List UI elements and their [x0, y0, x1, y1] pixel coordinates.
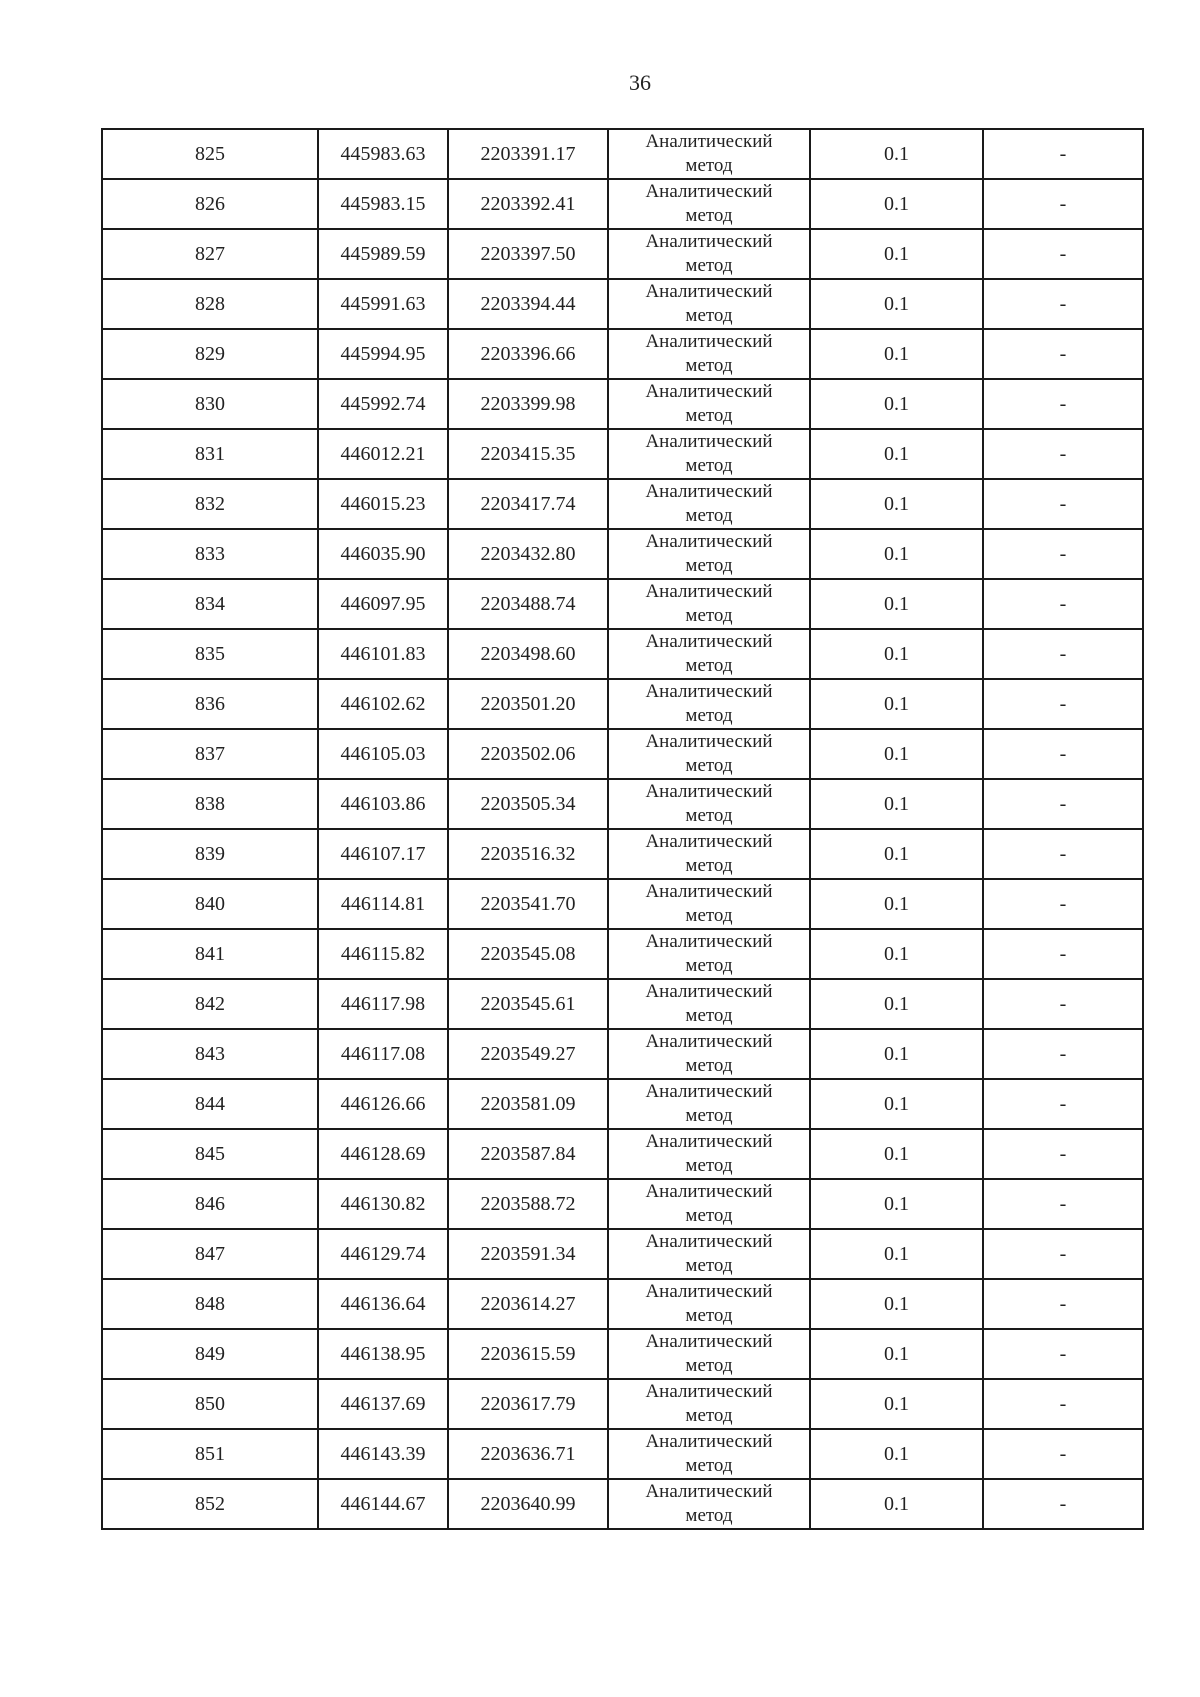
note-cell: -	[983, 979, 1143, 1029]
x-coordinate-cell: 446114.81	[318, 879, 448, 929]
table-row	[102, 1329, 1143, 1379]
method-text-line: метод	[685, 305, 733, 326]
y-coordinate-cell: 2203614.27	[448, 1279, 608, 1329]
method-text-line: Аналитический	[645, 1281, 773, 1302]
note-cell: -	[983, 679, 1143, 729]
note-cell: -	[983, 829, 1143, 879]
table-row	[102, 829, 1143, 879]
table-row	[102, 429, 1143, 479]
method-cell	[608, 1229, 810, 1279]
method-text-line: метод	[685, 1005, 733, 1026]
method-text-line: метод	[685, 155, 733, 176]
table-row	[102, 629, 1143, 679]
method-text-line: метод	[685, 955, 733, 976]
point-number-cell: 849	[102, 1329, 318, 1379]
method-cell	[608, 229, 810, 279]
method-cell	[608, 1379, 810, 1429]
accuracy-cell: 0.1	[810, 779, 983, 829]
x-coordinate-cell: 446107.17	[318, 829, 448, 879]
table-row	[102, 379, 1143, 429]
method-cell	[608, 479, 810, 529]
method-text-line: Аналитический	[645, 631, 773, 652]
point-number-cell: 825	[102, 129, 318, 179]
y-coordinate-cell: 2203394.44	[448, 279, 608, 329]
y-coordinate-cell: 2203488.74	[448, 579, 608, 629]
method-text-line: метод	[685, 1205, 733, 1226]
x-coordinate-cell: 446115.82	[318, 929, 448, 979]
y-coordinate-cell: 2203581.09	[448, 1079, 608, 1129]
y-coordinate-cell: 2203636.71	[448, 1429, 608, 1479]
method-text-line: метод	[685, 705, 733, 726]
accuracy-cell: 0.1	[810, 829, 983, 879]
accuracy-cell: 0.1	[810, 579, 983, 629]
method-text-line: метод	[685, 1105, 733, 1126]
table-row	[102, 1129, 1143, 1179]
y-coordinate-cell: 2203417.74	[448, 479, 608, 529]
table-row	[102, 1029, 1143, 1079]
method-text-line: Аналитический	[645, 1181, 773, 1202]
method-text-line: Аналитический	[645, 131, 773, 152]
accuracy-cell: 0.1	[810, 629, 983, 679]
point-number-cell: 844	[102, 1079, 318, 1129]
method-text-line: метод	[685, 1505, 733, 1526]
method-text-line: Аналитический	[645, 1031, 773, 1052]
table-row	[102, 479, 1143, 529]
accuracy-cell: 0.1	[810, 1429, 983, 1479]
table-row	[102, 679, 1143, 729]
note-cell: -	[983, 229, 1143, 279]
point-number-cell: 830	[102, 379, 318, 429]
x-coordinate-cell: 446012.21	[318, 429, 448, 479]
method-text-line: метод	[685, 655, 733, 676]
table-row	[102, 579, 1143, 629]
x-coordinate-cell: 446126.66	[318, 1079, 448, 1129]
table-body	[102, 129, 1143, 1529]
method-cell	[608, 1179, 810, 1229]
table-row	[102, 779, 1143, 829]
page-number: 36	[629, 70, 651, 95]
method-text-line: метод	[685, 405, 733, 426]
note-cell: -	[983, 929, 1143, 979]
note-cell: -	[983, 629, 1143, 679]
method-cell	[608, 929, 810, 979]
note-cell: -	[983, 1029, 1143, 1079]
y-coordinate-cell: 2203545.61	[448, 979, 608, 1029]
note-cell: -	[983, 1179, 1143, 1229]
method-cell	[608, 629, 810, 679]
method-text-line: метод	[685, 205, 733, 226]
x-coordinate-cell: 446101.83	[318, 629, 448, 679]
method-text-line: Аналитический	[645, 1331, 773, 1352]
point-number-cell: 833	[102, 529, 318, 579]
note-cell: -	[983, 179, 1143, 229]
method-text-line: Аналитический	[645, 231, 773, 252]
x-coordinate-cell: 445983.15	[318, 179, 448, 229]
method-text-line: Аналитический	[645, 481, 773, 502]
method-text-line: Аналитический	[645, 1431, 773, 1452]
table-row	[102, 1479, 1143, 1529]
accuracy-cell: 0.1	[810, 479, 983, 529]
method-text-line: Аналитический	[645, 831, 773, 852]
note-cell: -	[983, 429, 1143, 479]
point-number-cell: 845	[102, 1129, 318, 1179]
note-cell: -	[983, 1079, 1143, 1129]
table-row	[102, 1279, 1143, 1329]
note-cell: -	[983, 1429, 1143, 1479]
method-cell	[608, 1079, 810, 1129]
x-coordinate-cell: 446144.67	[318, 1479, 448, 1529]
note-cell: -	[983, 1329, 1143, 1379]
x-coordinate-cell: 446128.69	[318, 1129, 448, 1179]
accuracy-cell: 0.1	[810, 1229, 983, 1279]
method-text-line: Аналитический	[645, 531, 773, 552]
x-coordinate-cell: 446130.82	[318, 1179, 448, 1229]
table-row	[102, 229, 1143, 279]
accuracy-cell: 0.1	[810, 1079, 983, 1129]
x-coordinate-cell: 446015.23	[318, 479, 448, 529]
method-text-line: Аналитический	[645, 1381, 773, 1402]
accuracy-cell: 0.1	[810, 279, 983, 329]
accuracy-cell: 0.1	[810, 129, 983, 179]
method-cell	[608, 179, 810, 229]
y-coordinate-cell: 2203396.66	[448, 329, 608, 379]
accuracy-cell: 0.1	[810, 429, 983, 479]
y-coordinate-cell: 2203397.50	[448, 229, 608, 279]
table-row	[102, 329, 1143, 379]
note-cell: -	[983, 1129, 1143, 1179]
accuracy-cell: 0.1	[810, 1029, 983, 1079]
point-number-cell: 846	[102, 1179, 318, 1229]
point-number-cell: 848	[102, 1279, 318, 1329]
y-coordinate-cell: 2203502.06	[448, 729, 608, 779]
method-cell	[608, 779, 810, 829]
method-text-line: метод	[685, 455, 733, 476]
y-coordinate-cell: 2203391.17	[448, 129, 608, 179]
x-coordinate-cell: 446143.39	[318, 1429, 448, 1479]
method-cell	[608, 129, 810, 179]
method-text-line: метод	[685, 255, 733, 276]
method-text-line: метод	[685, 755, 733, 776]
point-number-cell: 838	[102, 779, 318, 829]
x-coordinate-cell: 446102.62	[318, 679, 448, 729]
note-cell: -	[983, 879, 1143, 929]
method-text-line: Аналитический	[645, 381, 773, 402]
table-row	[102, 1229, 1143, 1279]
y-coordinate-cell: 2203498.60	[448, 629, 608, 679]
point-number-cell: 828	[102, 279, 318, 329]
method-text-line: метод	[685, 1055, 733, 1076]
method-text-line: Аналитический	[645, 1481, 773, 1502]
method-cell	[608, 1279, 810, 1329]
y-coordinate-cell: 2203541.70	[448, 879, 608, 929]
accuracy-cell: 0.1	[810, 1479, 983, 1529]
method-cell	[608, 879, 810, 929]
note-cell: -	[983, 1479, 1143, 1529]
y-coordinate-cell: 2203545.08	[448, 929, 608, 979]
method-text-line: метод	[685, 1355, 733, 1376]
method-text-line: Аналитический	[645, 881, 773, 902]
table-row	[102, 929, 1143, 979]
method-text-line: метод	[685, 505, 733, 526]
accuracy-cell: 0.1	[810, 379, 983, 429]
accuracy-cell: 0.1	[810, 1329, 983, 1379]
method-text-line: Аналитический	[645, 1081, 773, 1102]
method-cell	[608, 1129, 810, 1179]
note-cell: -	[983, 1229, 1143, 1279]
accuracy-cell: 0.1	[810, 679, 983, 729]
point-number-cell: 840	[102, 879, 318, 929]
x-coordinate-cell: 445992.74	[318, 379, 448, 429]
method-text-line: Аналитический	[645, 581, 773, 602]
accuracy-cell: 0.1	[810, 1279, 983, 1329]
table-row	[102, 1179, 1143, 1229]
point-number-cell: 834	[102, 579, 318, 629]
point-number-cell: 842	[102, 979, 318, 1029]
table-row	[102, 1379, 1143, 1429]
point-number-cell: 851	[102, 1429, 318, 1479]
y-coordinate-cell: 2203587.84	[448, 1129, 608, 1179]
method-text-line: метод	[685, 355, 733, 376]
x-coordinate-cell: 446129.74	[318, 1229, 448, 1279]
table-row	[102, 1079, 1143, 1129]
x-coordinate-cell: 446103.86	[318, 779, 448, 829]
method-text-line: метод	[685, 1305, 733, 1326]
table-row	[102, 279, 1143, 329]
accuracy-cell: 0.1	[810, 229, 983, 279]
x-coordinate-cell: 446117.08	[318, 1029, 448, 1079]
point-number-cell: 843	[102, 1029, 318, 1079]
note-cell: -	[983, 729, 1143, 779]
point-number-cell: 837	[102, 729, 318, 779]
method-cell	[608, 529, 810, 579]
coordinates-table	[101, 128, 1144, 1530]
method-cell	[608, 979, 810, 1029]
method-cell	[608, 1479, 810, 1529]
point-number-cell: 847	[102, 1229, 318, 1279]
table-row	[102, 1429, 1143, 1479]
method-cell	[608, 729, 810, 779]
note-cell: -	[983, 529, 1143, 579]
method-text-line: Аналитический	[645, 731, 773, 752]
point-number-cell: 827	[102, 229, 318, 279]
note-cell: -	[983, 1379, 1143, 1429]
y-coordinate-cell: 2203399.98	[448, 379, 608, 429]
method-cell	[608, 429, 810, 479]
x-coordinate-cell: 445991.63	[318, 279, 448, 329]
method-cell	[608, 1429, 810, 1479]
accuracy-cell: 0.1	[810, 1129, 983, 1179]
accuracy-cell: 0.1	[810, 879, 983, 929]
y-coordinate-cell: 2203392.41	[448, 179, 608, 229]
y-coordinate-cell: 2203415.35	[448, 429, 608, 479]
table-row	[102, 979, 1143, 1029]
method-text-line: Аналитический	[645, 331, 773, 352]
table-row	[102, 179, 1143, 229]
x-coordinate-cell: 446035.90	[318, 529, 448, 579]
point-number-cell: 829	[102, 329, 318, 379]
table-row	[102, 529, 1143, 579]
y-coordinate-cell: 2203591.34	[448, 1229, 608, 1279]
method-text-line: метод	[685, 1405, 733, 1426]
accuracy-cell: 0.1	[810, 729, 983, 779]
y-coordinate-cell: 2203617.79	[448, 1379, 608, 1429]
note-cell: -	[983, 1279, 1143, 1329]
point-number-cell: 841	[102, 929, 318, 979]
x-coordinate-cell: 445989.59	[318, 229, 448, 279]
y-coordinate-cell: 2203588.72	[448, 1179, 608, 1229]
method-text-line: метод	[685, 805, 733, 826]
method-cell	[608, 379, 810, 429]
point-number-cell: 839	[102, 829, 318, 879]
point-number-cell: 850	[102, 1379, 318, 1429]
method-cell	[608, 329, 810, 379]
method-text-line: метод	[685, 605, 733, 626]
y-coordinate-cell: 2203505.34	[448, 779, 608, 829]
table-row	[102, 129, 1143, 179]
y-coordinate-cell: 2203549.27	[448, 1029, 608, 1079]
method-text-line: метод	[685, 1455, 733, 1476]
method-cell	[608, 279, 810, 329]
method-text-line: метод	[685, 1155, 733, 1176]
point-number-cell: 852	[102, 1479, 318, 1529]
x-coordinate-cell: 446137.69	[318, 1379, 448, 1429]
note-cell: -	[983, 779, 1143, 829]
x-coordinate-cell: 446138.95	[318, 1329, 448, 1379]
x-coordinate-cell: 445994.95	[318, 329, 448, 379]
point-number-cell: 832	[102, 479, 318, 529]
x-coordinate-cell: 446136.64	[318, 1279, 448, 1329]
note-cell: -	[983, 579, 1143, 629]
point-number-cell: 835	[102, 629, 318, 679]
method-text-line: Аналитический	[645, 1231, 773, 1252]
x-coordinate-cell: 445983.63	[318, 129, 448, 179]
method-text-line: метод	[685, 1255, 733, 1276]
accuracy-cell: 0.1	[810, 979, 983, 1029]
accuracy-cell: 0.1	[810, 329, 983, 379]
method-text-line: Аналитический	[645, 431, 773, 452]
accuracy-cell: 0.1	[810, 1179, 983, 1229]
point-number-cell: 836	[102, 679, 318, 729]
x-coordinate-cell: 446117.98	[318, 979, 448, 1029]
method-text-line: Аналитический	[645, 781, 773, 802]
y-coordinate-cell: 2203640.99	[448, 1479, 608, 1529]
x-coordinate-cell: 446097.95	[318, 579, 448, 629]
y-coordinate-cell: 2203432.80	[448, 529, 608, 579]
accuracy-cell: 0.1	[810, 529, 983, 579]
point-number-cell: 831	[102, 429, 318, 479]
method-text-line: метод	[685, 905, 733, 926]
method-text-line: Аналитический	[645, 1131, 773, 1152]
accuracy-cell: 0.1	[810, 1379, 983, 1429]
table-row	[102, 879, 1143, 929]
note-cell: -	[983, 379, 1143, 429]
method-text-line: Аналитический	[645, 681, 773, 702]
method-cell	[608, 579, 810, 629]
y-coordinate-cell: 2203615.59	[448, 1329, 608, 1379]
method-cell	[608, 1029, 810, 1079]
method-text-line: Аналитический	[645, 931, 773, 952]
method-text-line: Аналитический	[645, 181, 773, 202]
y-coordinate-cell: 2203516.32	[448, 829, 608, 879]
method-text-line: Аналитический	[645, 281, 773, 302]
accuracy-cell: 0.1	[810, 179, 983, 229]
note-cell: -	[983, 279, 1143, 329]
method-cell	[608, 1329, 810, 1379]
accuracy-cell: 0.1	[810, 929, 983, 979]
table-row	[102, 729, 1143, 779]
point-number-cell: 826	[102, 179, 318, 229]
note-cell: -	[983, 329, 1143, 379]
method-text-line: метод	[685, 855, 733, 876]
method-cell	[608, 829, 810, 879]
method-text-line: метод	[685, 555, 733, 576]
method-cell	[608, 679, 810, 729]
x-coordinate-cell: 446105.03	[318, 729, 448, 779]
note-cell: -	[983, 479, 1143, 529]
note-cell: -	[983, 129, 1143, 179]
y-coordinate-cell: 2203501.20	[448, 679, 608, 729]
method-text-line: Аналитический	[645, 981, 773, 1002]
